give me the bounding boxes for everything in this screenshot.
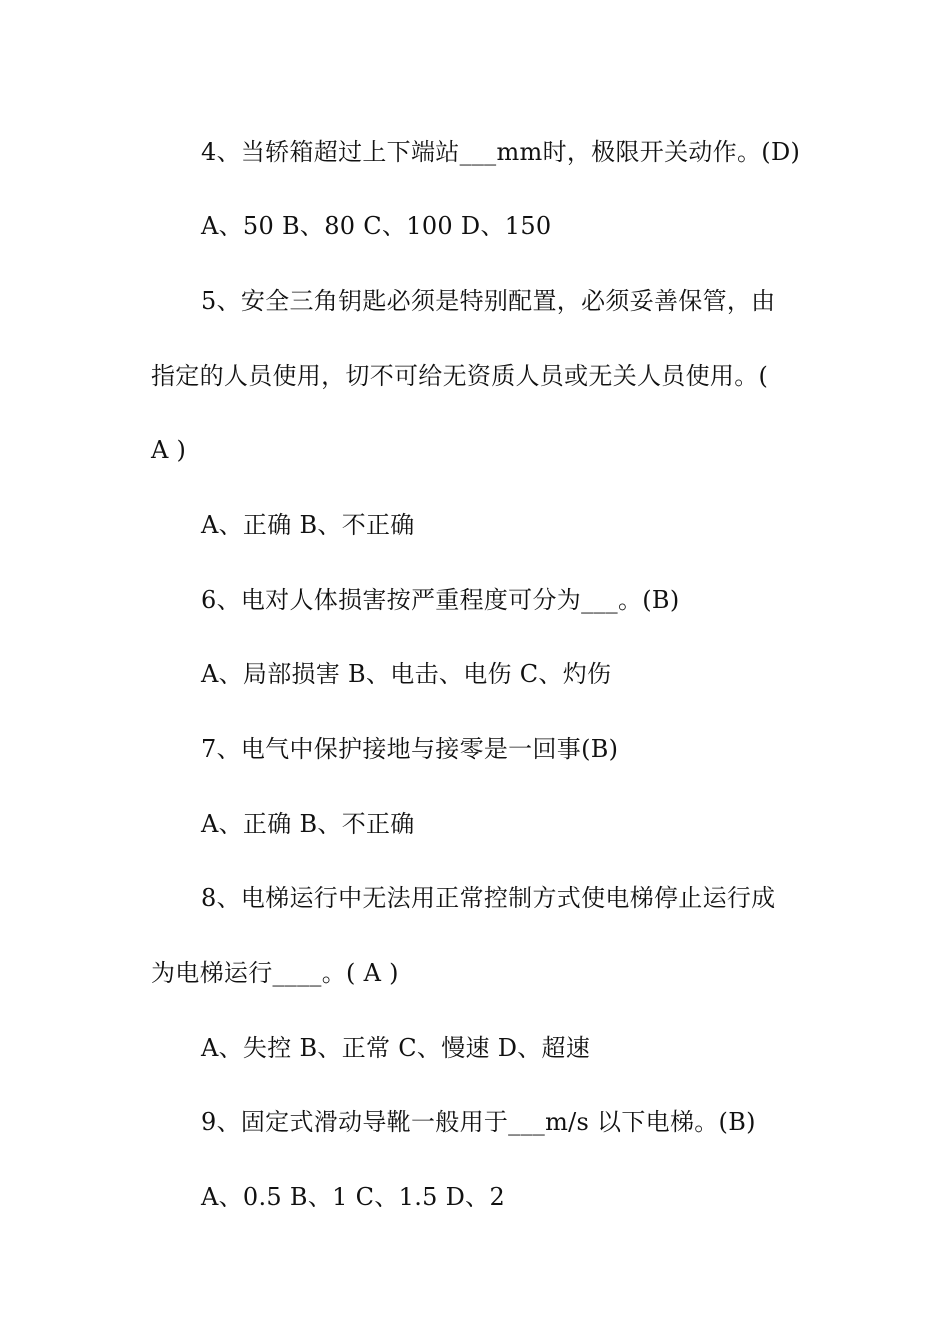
question-8-line-2: 为电梯运行____。( A ) [151, 959, 399, 987]
question-5-options: A、正确 B、不正确 [201, 511, 415, 539]
question-6-options: A、局部损害 B、电击、电伤 C、灼伤 [201, 660, 612, 688]
question-5-line-1: 5、安全三角钥匙必须是特别配置，必须妥善保管，由 [201, 287, 776, 315]
question-8-options: A、失控 B、正常 C、慢速 D、超速 [201, 1034, 591, 1062]
question-9-options: A、0.5 B、1 C、1.5 D、2 [201, 1183, 506, 1211]
question-4-options: A、50 B、80 C、100 D、150 [201, 212, 552, 240]
question-5-line-2: 指定的人员使用，切不可给无资质人员或无关人员使用。( [151, 362, 769, 390]
question-7: 7、电气中保护接地与接零是一回事(B) [201, 735, 619, 763]
question-6: 6、电对人体损害按严重程度可分为___。(B) [201, 586, 680, 614]
question-9: 9、固定式滑动导靴一般用于___m/s 以下电梯。(B) [201, 1108, 756, 1136]
question-8-line-1: 8、电梯运行中无法用正常控制方式使电梯停止运行成 [201, 884, 776, 912]
question-7-options: A、正确 B、不正确 [201, 810, 415, 838]
question-5-answer: A ) [151, 436, 187, 464]
question-4: 4、当轿箱超过上下端站___mm时，极限开关动作。(D) [201, 138, 801, 166]
